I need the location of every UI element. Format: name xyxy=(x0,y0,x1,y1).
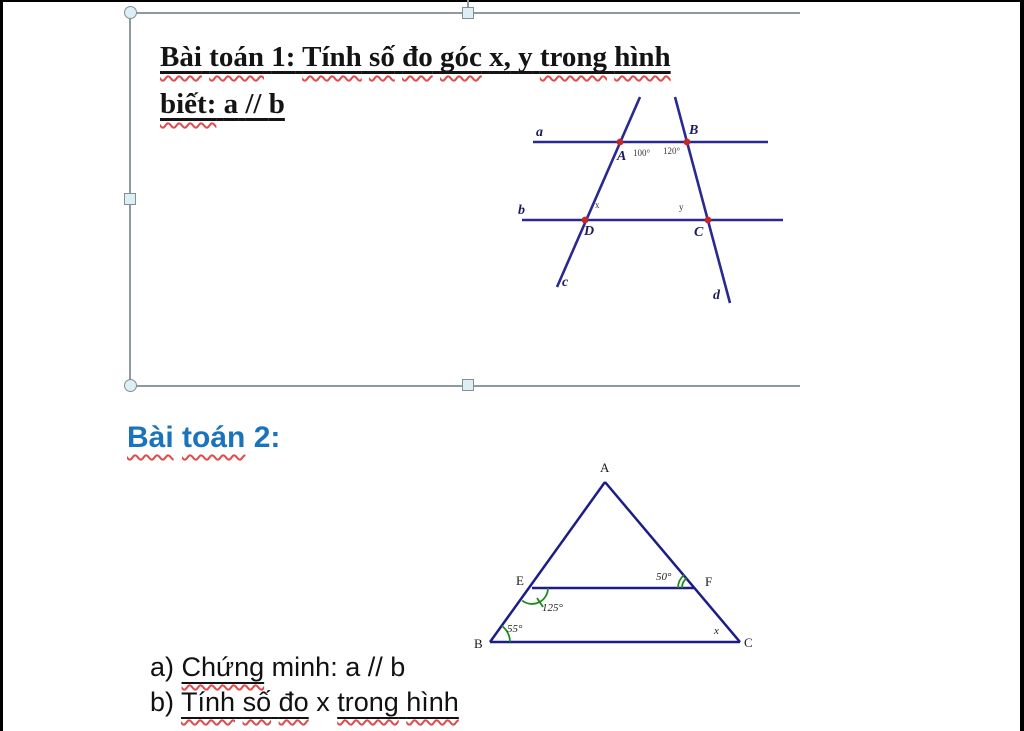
resize-handle-top-left[interactable] xyxy=(124,6,137,19)
title-word: 1: xyxy=(271,41,296,73)
item-b-prefix: b) xyxy=(150,687,175,717)
item-a-rest: minh: a // b xyxy=(271,652,406,682)
title-word: a xyxy=(223,88,239,120)
label-point-B: B xyxy=(689,123,699,138)
angle-125: 125° xyxy=(542,602,563,614)
title-word: số xyxy=(369,41,395,73)
angle-100: 100° xyxy=(633,148,651,158)
label-point-F: F xyxy=(705,574,713,589)
title-word: hình xyxy=(614,41,671,73)
figure1-lines xyxy=(522,97,783,303)
title-word: góc xyxy=(439,41,482,73)
label-line-c: c xyxy=(562,275,569,290)
point-C-dot xyxy=(705,217,712,224)
label-point-D: D xyxy=(584,224,595,239)
label-point-C: C xyxy=(694,225,704,240)
item-b-word-x: x xyxy=(316,687,330,717)
title-word: Bài xyxy=(160,41,202,73)
title-word: x, xyxy=(489,41,511,73)
label-line-b: b xyxy=(518,203,525,218)
label-point-A: A xyxy=(617,149,627,164)
line-d xyxy=(675,97,730,303)
item-b-word: trong xyxy=(337,687,399,717)
title-word: trong xyxy=(539,41,607,73)
heading-word: 2: xyxy=(253,421,281,454)
title-word: Tính xyxy=(302,41,362,73)
label-point-A: A xyxy=(600,460,610,475)
angle-55: 55° xyxy=(507,623,523,635)
label-line-d: d xyxy=(713,288,720,303)
heading-word: toán xyxy=(182,421,246,454)
problem2-item-b[interactable] xyxy=(150,687,459,718)
resize-handle-left-middle[interactable] xyxy=(124,193,136,205)
item-b-word: số xyxy=(242,687,272,717)
title-word: đo xyxy=(402,41,433,73)
page-border-top xyxy=(0,0,1024,2)
angle-x: x xyxy=(595,200,600,210)
line-c xyxy=(557,97,640,287)
item-a-prefix: a) xyxy=(150,652,175,682)
angle-120: 120° xyxy=(663,146,681,156)
label-line-a: a xyxy=(536,125,543,140)
point-A-dot xyxy=(617,139,624,146)
side-AB xyxy=(490,482,605,642)
problem2-item-a[interactable] xyxy=(150,652,405,683)
title-word: toán xyxy=(209,41,264,73)
point-B-dot xyxy=(684,139,691,146)
figure2-triangle[interactable] xyxy=(460,455,770,660)
page-border-right xyxy=(1020,0,1024,731)
figure1-parallel-lines[interactable] xyxy=(500,90,800,320)
item-b-word: đo xyxy=(278,687,309,717)
title-word: b xyxy=(268,88,285,120)
resize-handle-bottom-middle[interactable] xyxy=(462,379,474,391)
label-point-E: E xyxy=(516,573,524,588)
problem2-heading[interactable] xyxy=(127,421,280,455)
side-AC xyxy=(605,482,740,642)
item-a-word-chung: Chứng xyxy=(181,652,265,682)
angle-x2: x xyxy=(714,625,719,637)
point-D-dot xyxy=(582,217,589,224)
title-word: y xyxy=(518,41,533,73)
resize-handle-top-middle[interactable] xyxy=(462,7,474,19)
title-word: // xyxy=(245,88,262,120)
arc-angle-F-inner xyxy=(682,578,687,588)
angle-50: 50° xyxy=(656,571,672,583)
resize-handle-bottom-left[interactable] xyxy=(124,379,137,392)
heading-word: Bài xyxy=(127,421,174,454)
page-border-left xyxy=(0,0,3,731)
problem1-title-line1 xyxy=(160,34,760,81)
label-point-B: B xyxy=(474,636,483,651)
item-b-word: hình xyxy=(406,687,459,717)
label-point-C: C xyxy=(744,635,753,650)
angle-y: y xyxy=(679,202,684,212)
title-word: biết: xyxy=(160,88,217,120)
item-b-word: Tính xyxy=(181,687,236,717)
